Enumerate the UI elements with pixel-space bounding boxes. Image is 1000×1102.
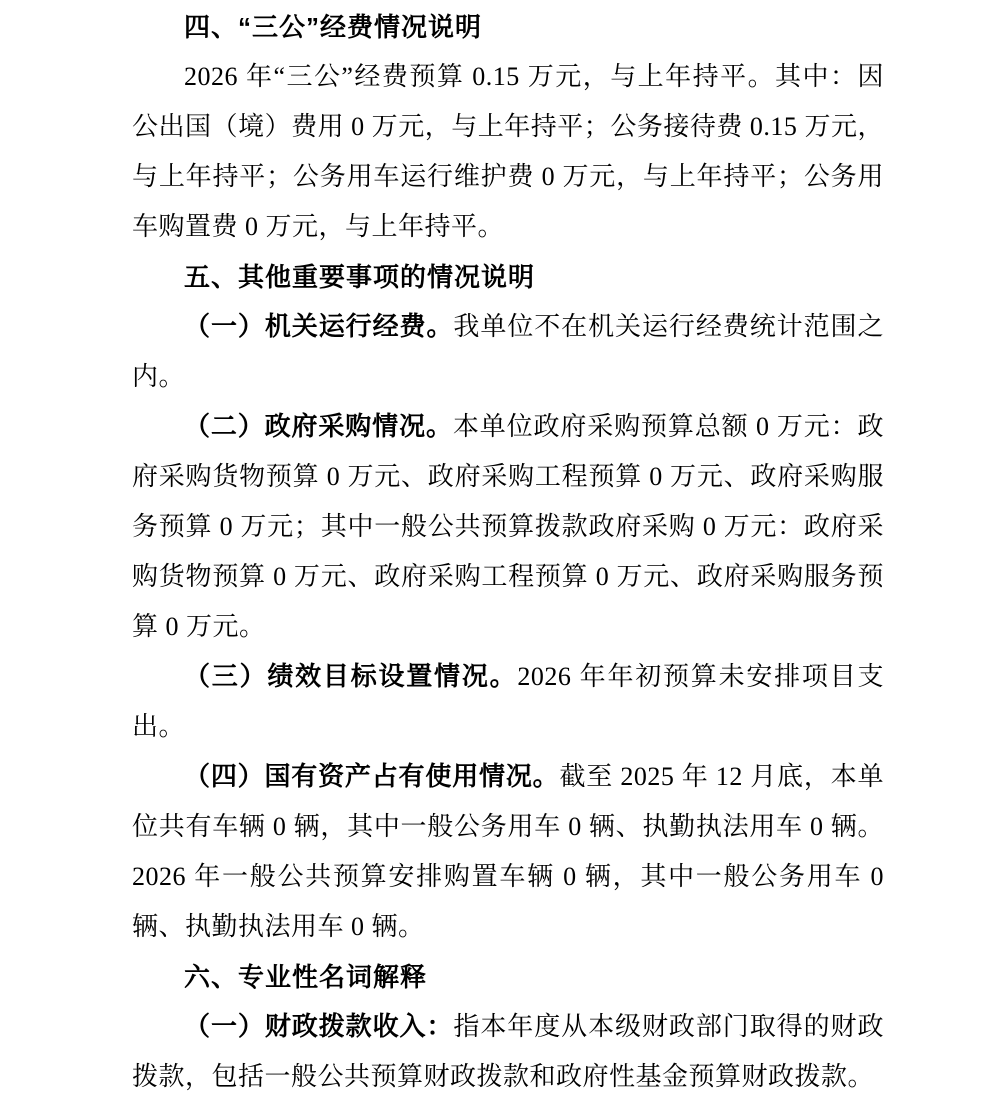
paragraph-text: 本单位政府采购预算总额 0 万元：政府采购货物预算 0 万元、政府采购工程预算 0 万元、政府采购服务预算 0 万元；其中一般公共预算拨款政府采购 0 万元：政府采购货物预算 0 万元、政府采购工程预算 0 万元、政府采购服务预算 0 万元。 (132, 412, 884, 641)
paragraph-lead: （三）绩效目标设置情况。 (184, 662, 518, 691)
paragraph-state-assets (132, 752, 884, 952)
paragraph-performance-targets (132, 652, 884, 752)
paragraph-fiscal-appropriation-definition (132, 1002, 884, 1102)
section-heading-other-important-items: 五、其他重要事项的情况说明 (184, 262, 536, 292)
paragraph-text: 指本年度从本级财政部门取得的财政拨款，包括一般公共预算财政拨款和政府性基金预算财政拨款。 (132, 1012, 884, 1091)
section-heading-terminology: 六、专业性名词解释 (184, 962, 428, 992)
paragraph-text: 2026 年年初预算未安排项目支出。 (132, 662, 884, 741)
paragraph-text: 我单位不在机关运行经费统计范围之内。 (132, 312, 884, 391)
paragraph-text: 截至 2025 年 12 月底，本单位共有车辆 0 辆，其中一般公务用车 0 辆、执勤执法用车 0 辆。2026 年一般公共预算安排购置车辆 0 辆，其中一般公务用车 0 辆、执勤执法用车 0 辆。 (132, 762, 884, 941)
paragraph-sangong-summary (132, 52, 884, 252)
document-body (132, 2, 884, 1102)
paragraph-lead: （二）政府采购情况。 (184, 412, 453, 441)
paragraph-lead: （四）国有资产占有使用情况。 (184, 762, 560, 791)
paragraph-text: 2026 年“三公”经费预算 0.15 万元，与上年持平。其中：因公出国（境）费用 0 万元，与上年持平；公务接待费 0.15 万元，与上年持平；公务用车运行维护费 0 万元，与上年持平；公务用车购置费 0 万元，与上年持平。 (132, 62, 884, 241)
paragraph-agency-operating-funds (132, 302, 884, 402)
paragraph-lead: （一）机关运行经费。 (184, 312, 454, 341)
paragraph-lead: （一）财政拨款收入： (184, 1012, 454, 1041)
section-heading-sangong-expenses: 四、“三公”经费情况说明 (184, 12, 483, 42)
paragraph-government-procurement (132, 402, 884, 652)
